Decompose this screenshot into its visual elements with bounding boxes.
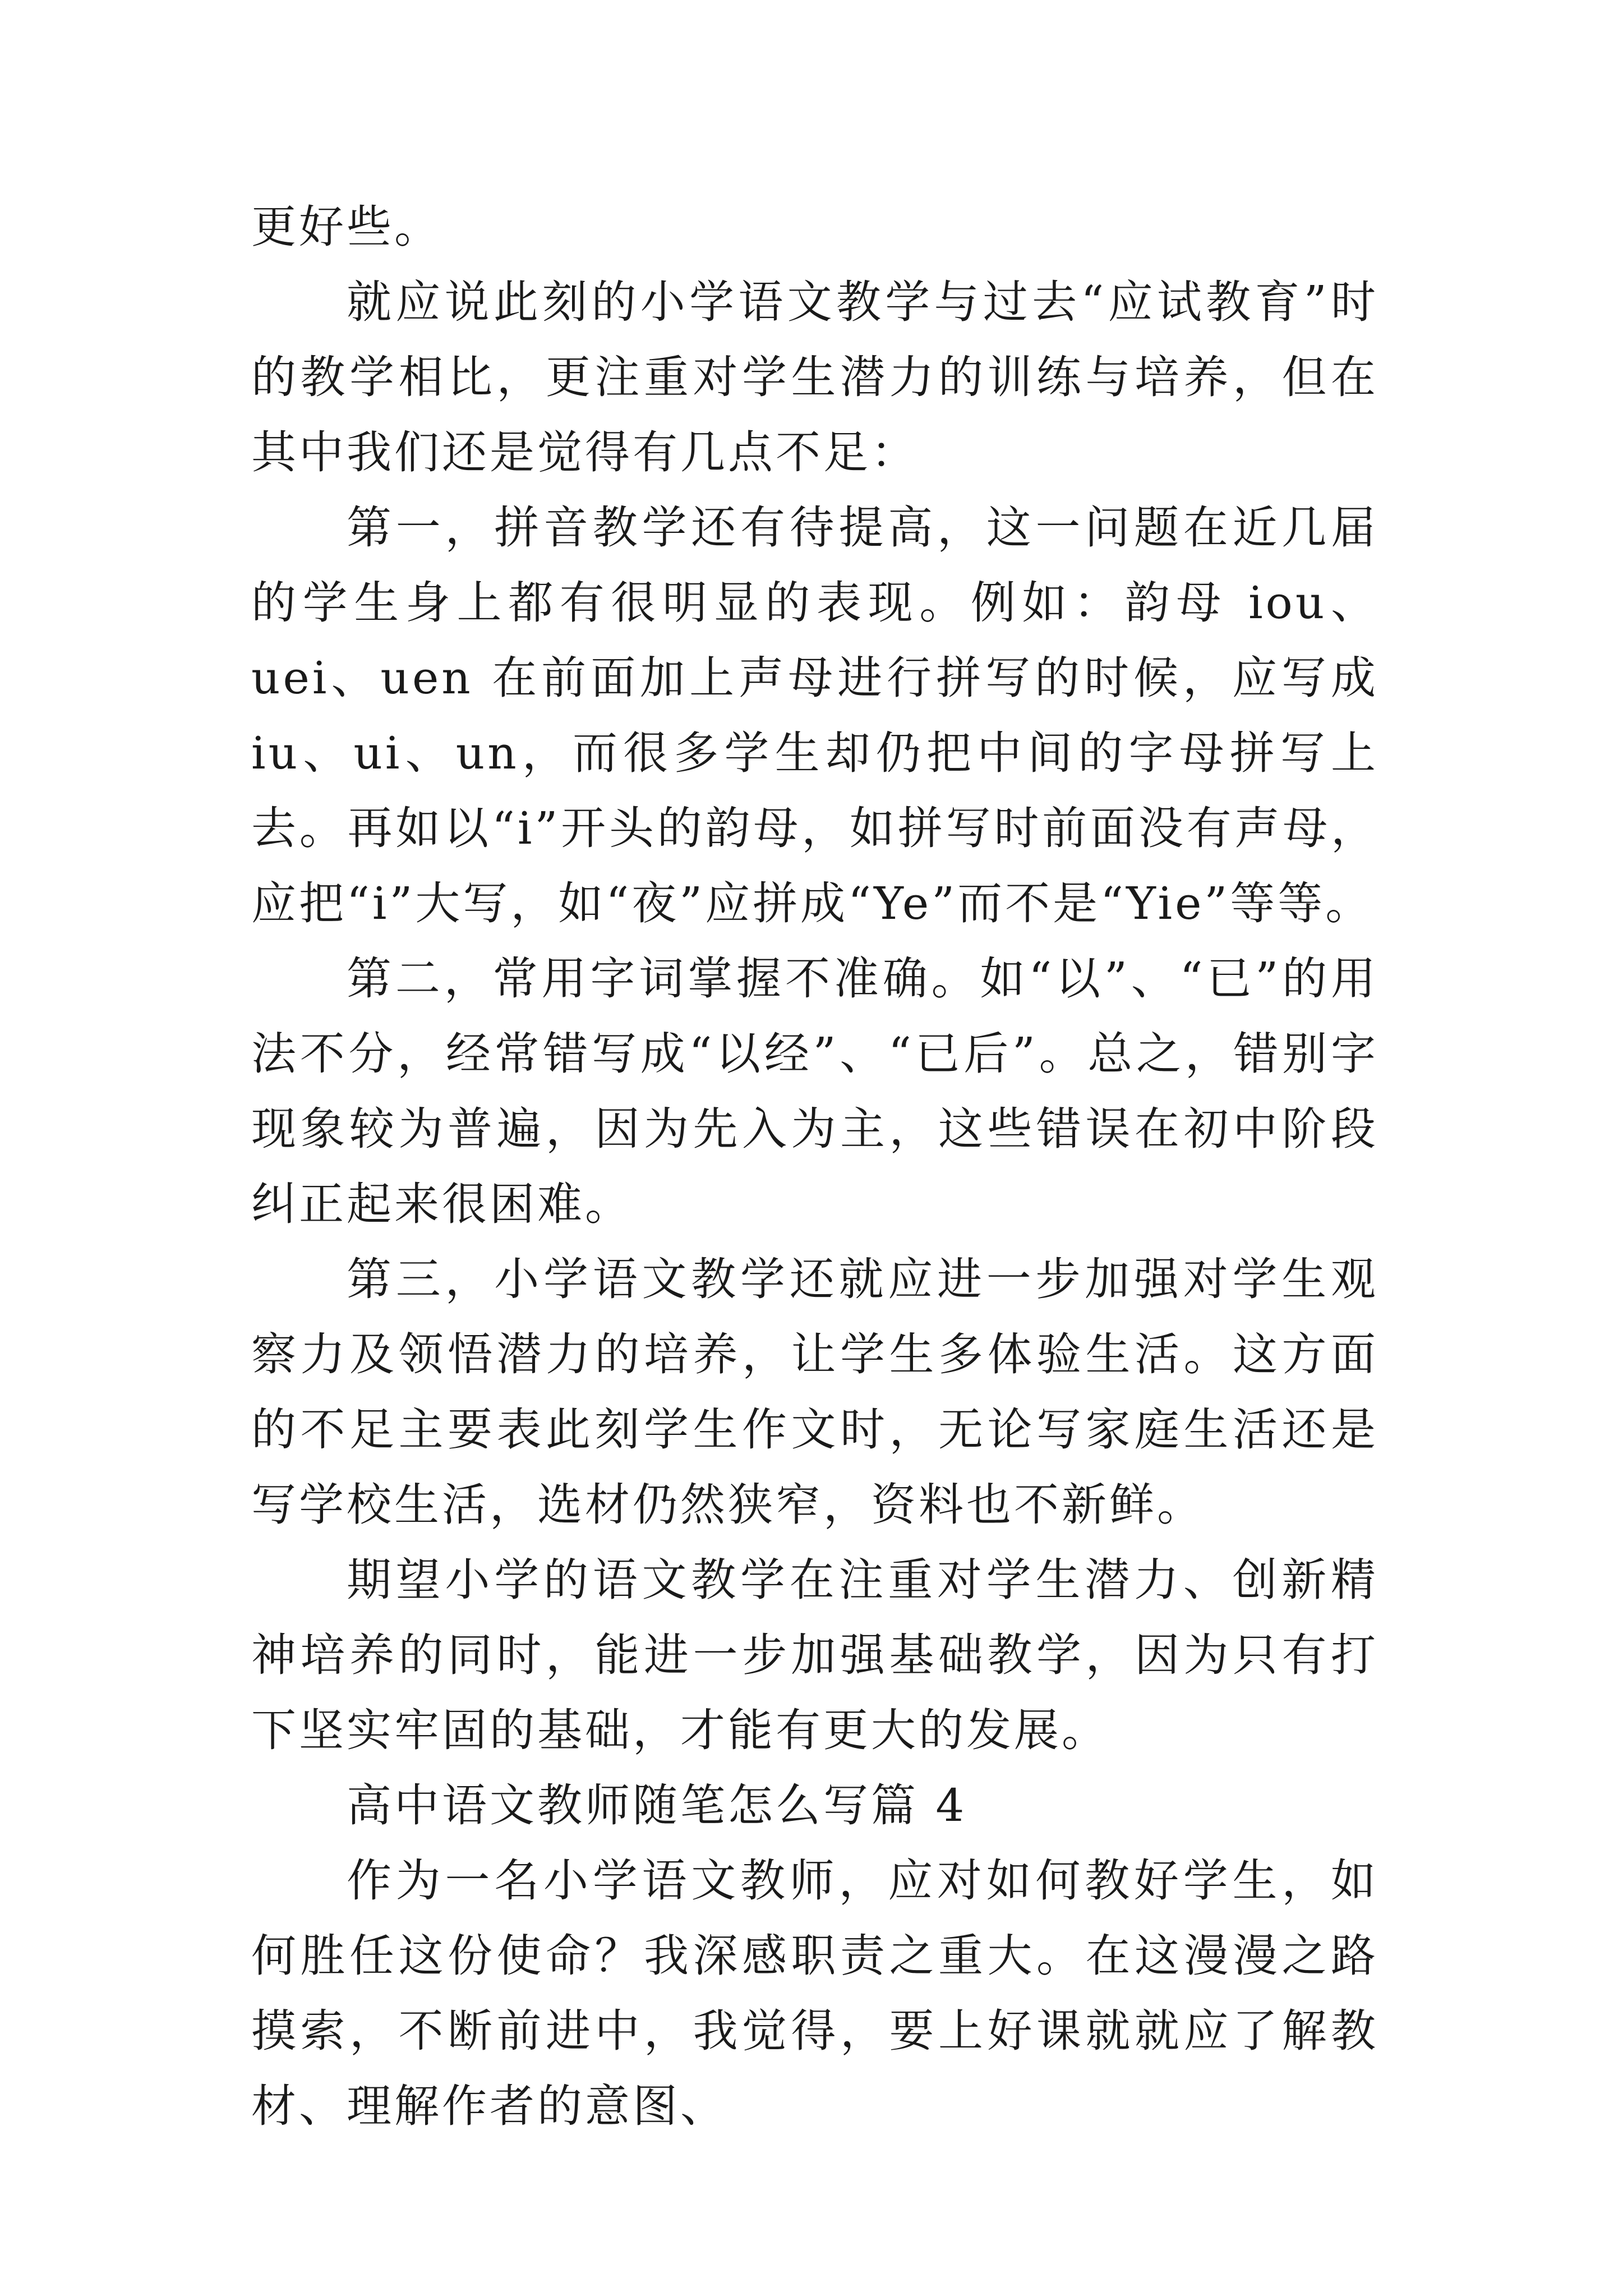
- section-heading: 高中语文教师随笔怎么写篇 4: [347, 1779, 967, 1832]
- paragraph-point-one: 第一，拼音教学还有待提高，这一问题在近几届的学生身上都有很明显的表现。例如：韵母 iou、uei、uen 在前面加上声母进行拼写的时候，应写成 iu、ui、un，而很多学生却仍把中间的字母拼写上去。再如以“i”开头的韵母，如拼写时前面没有声母，应把“i”大写，如“夜”应拼成“Ye”而不是“Yie”等等。: [251, 501, 1378, 930]
- paragraph-section-body: 作为一名小学语文教师，应对如何教好学生，如何胜任这份使命？我深感职责之重大。在这漫漫之路摸索，不断前进中，我觉得，要上好课就就应了解教材、理解作者的意图、: [251, 1855, 1378, 2132]
- paragraph-intro: 就应说此刻的小学语文教学与过去“应试教育”时的教学相比，更注重对学生潜力的训练与培养，但在其中我们还是觉得有几点不足：: [251, 276, 1378, 478]
- body-text: [251, 190, 1378, 2144]
- paragraph-hope: 期望小学的语文教学在注重对学生潜力、创新精神培养的同时，能进一步加强基础教学，因为只有打下坚实牢固的基础，才能有更大的发展。: [251, 1554, 1378, 1756]
- paragraph-point-two: 第二，常用字词掌握不准确。如“以”、“已”的用法不分，经常错写成“以经”、“已后”。总之，错别字现象较为普遍，因为先入为主，这些错误在初中阶段纠正起来很困难。: [251, 953, 1378, 1230]
- paragraph-point-three: 第三，小学语文教学还就应进一步加强对学生观察力及领悟潜力的培养，让学生多体验生活。这方面的不足主要表此刻学生作文时，无论写家庭生活还是写学校生活，选材仍然狭窄，资料也不新鲜。: [251, 1253, 1378, 1531]
- paragraph-continuation: 更好些。: [251, 201, 442, 253]
